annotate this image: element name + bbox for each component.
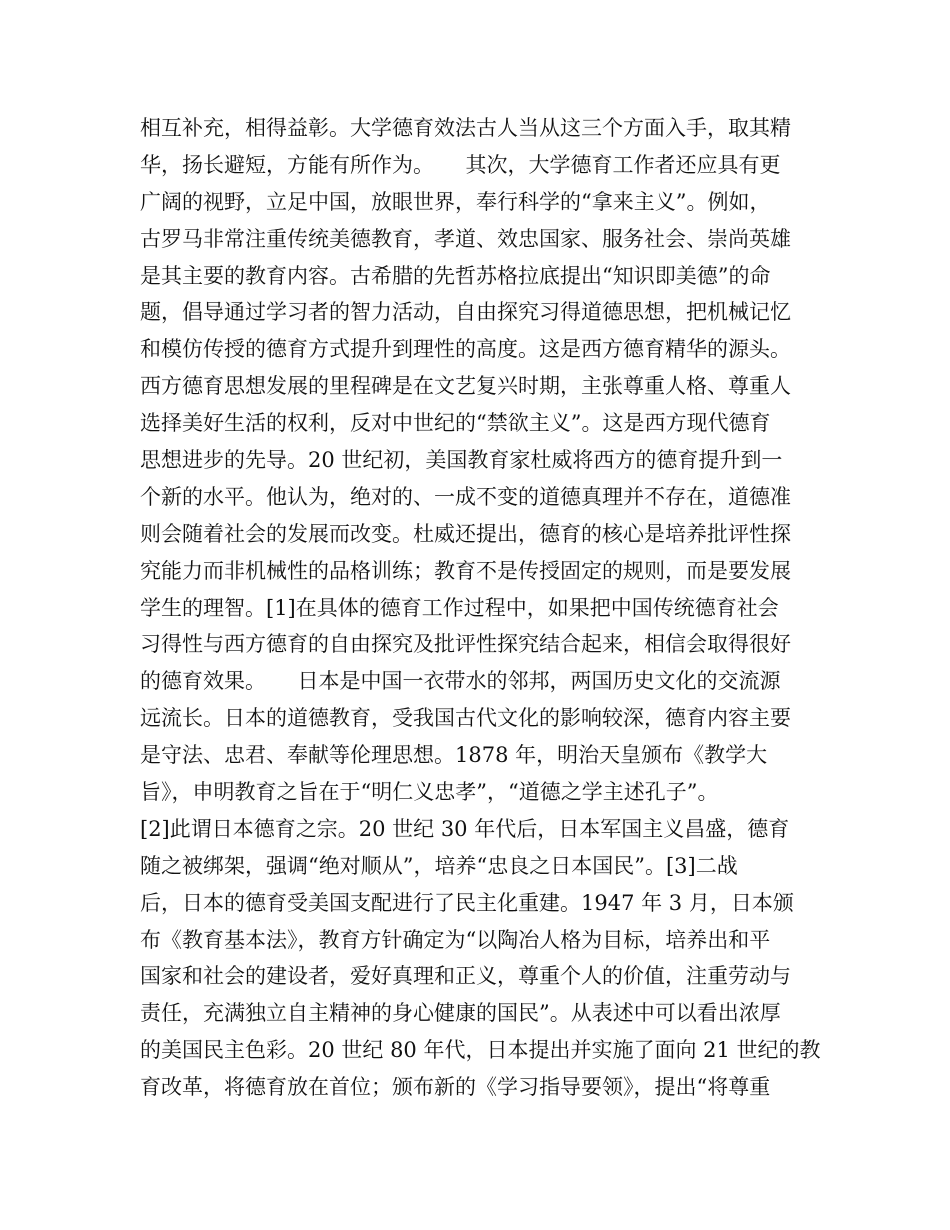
text-line: 的德育效果。 日本是中国一衣带水的邻邦，两国历史文化的交流源 [140,669,781,694]
text-line: 题，倡导通过学习者的智力活动，自由探究习得道德思想，把机械记忆 [140,300,791,325]
text-line: 后，日本的德育受美国支配进行了民主化重建。1947 年 3 月，日本颁 [140,890,794,915]
text-line: 个新的水平。他认为，绝对的、一成不变的道德真理并不存在，道德准 [140,484,791,509]
text-line: 则会随着社会的发展而改变。杜威还提出，德育的核心是培养批评性探 [140,521,791,546]
text-line: 责任，充满独立自主精神的身心健康的国民”。从表述中可以看出浓厚 [140,1001,781,1026]
text-line: 布《教育基本法》，教育方针确定为“以陶冶人格为目标，培养出和平 [140,927,771,952]
text-line: 国家和社会的建设者，爱好真理和正义，尊重个人的价值，注重劳动与 [140,964,791,989]
text-line: 随之被绑架，强调“绝对顺从”，培养“忠良之日本国民”。[3]二战 [140,853,738,878]
text-line: 广阔的视野，立足中国，放眼世界，奉行科学的“拿来主义”。例如， [140,189,771,214]
text-line: 是守法、忠君、奉献等伦理思想。1878 年，明治天皇颁布《教学大 [140,743,768,768]
text-line: 和模仿传授的德育方式提升到理性的高度。这是西方德育精华的源头。 [140,337,791,362]
text-line: 古罗马非常注重传统美德教育，孝道、效忠国家、服务社会、崇尚英雄 [140,226,791,251]
text-line: 相互补充，相得益彰。大学德育效法古人当从这三个方面入手，取其精 [140,116,791,140]
text-line: 远流长。日本的道德教育，受我国古代文化的影响较深，德育内容主要 [140,706,791,731]
text-line: 选择美好生活的权利，反对中世纪的“禁欲主义”。这是西方现代德育 [140,411,771,436]
text-line: 华，扬长避短，方能有所作为。 其次，大学德育工作者还应具有更 [140,152,781,177]
text-line: 是其主要的教育内容。古希腊的先哲苏格拉底提出“知识即美德”的命 [140,263,771,288]
body-text [140,110,840,1106]
text-line: 旨》，申明教育之旨在于“明仁义忠孝”，“道德之学主述孔子”。 [140,780,719,805]
text-line: 学生的理智。[1]在具体的德育工作过程中，如果把中国传统德育社会 [140,595,779,620]
text-line: 西方德育思想发展的里程碑是在文艺复兴时期，主张尊重人格、尊重人 [140,374,791,399]
text-line: 习得性与西方德育的自由探究及批评性探究结合起来，相信会取得很好 [140,632,791,657]
text-line: [2]此谓日本德育之宗。20 世纪 30 年代后，日本军国主义昌盛，德育 [140,816,790,841]
text-line: 究能力而非机械性的品格训练；教育不是传授固定的规则，而是要发展 [140,558,791,583]
text-line: 的美国民主色彩。20 世纪 80 年代，日本提出并实施了面向 21 世纪的教 [140,1038,821,1063]
text-line: 思想进步的先导。20 世纪初，美国教育家杜威将西方的德育提升到一 [140,448,783,473]
text-line: 育改革，将德育放在首位；颁布新的《学习指导要领》，提出“将尊重 [140,1075,771,1100]
